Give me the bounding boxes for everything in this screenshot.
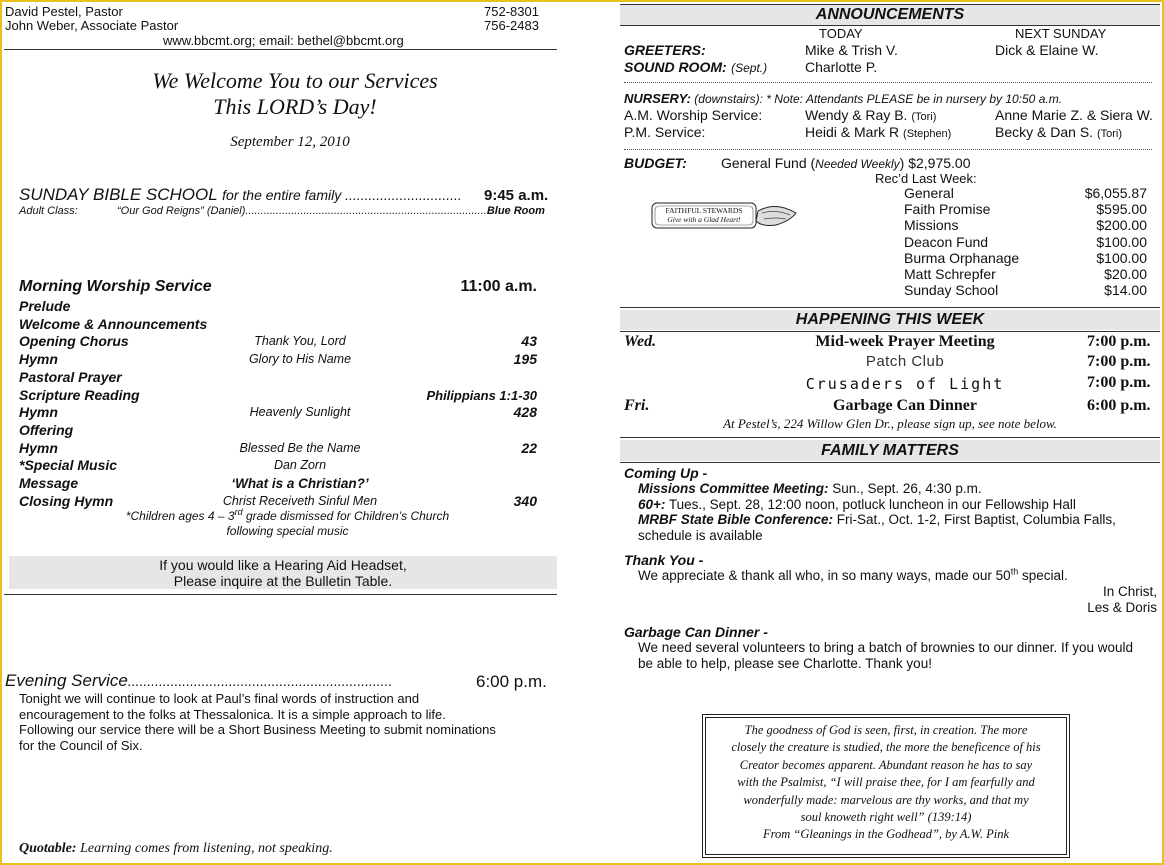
budget-item-name: Missions bbox=[904, 217, 959, 234]
event-name: Crusaders of Light bbox=[805, 375, 1005, 393]
service-item-name: Message bbox=[19, 475, 79, 491]
budget-item-name: General bbox=[904, 185, 954, 201]
service-item-detail: Thank You, Lord bbox=[254, 334, 346, 349]
day-wed: Wed. bbox=[624, 333, 657, 350]
sunday-school-title: SUNDAY BIBLE SCHOOL bbox=[19, 185, 218, 204]
family-header-rule bbox=[620, 462, 1160, 463]
event-time: 6:00 p.m. bbox=[1087, 397, 1151, 414]
quote-line: closely the creature is studied, the more the beneficence of his bbox=[731, 740, 1041, 755]
mrbf-line-2: schedule is available bbox=[638, 528, 763, 543]
adult-class-title: “Our God Reigns” (Daniel) bbox=[117, 205, 246, 217]
service-item bbox=[0, 440, 560, 458]
service-item-name: Hymn bbox=[19, 439, 58, 456]
pm-service-today bbox=[805, 124, 951, 140]
service-item bbox=[0, 298, 560, 316]
thank-you-label: Thank You - bbox=[624, 552, 704, 568]
adult-class-room: Blue Room bbox=[486, 205, 545, 217]
service-item bbox=[0, 387, 560, 405]
service-item-number: 43 bbox=[521, 333, 537, 350]
garbage-dinner-note: At Pestel’s, 224 Willow Glen Dr., please sign up, see note below. bbox=[723, 416, 1057, 431]
service-item bbox=[0, 369, 560, 387]
adult-class-dots: ............................................................................... bbox=[245, 205, 487, 217]
children-note-line-2: following special music bbox=[226, 524, 349, 538]
service-item-detail: ‘What is a Christian?’ bbox=[231, 476, 369, 491]
quotable-text: Learning comes from listening, not speaking. bbox=[76, 841, 333, 856]
am-worship-today-names: Wendy & Ray B. bbox=[805, 107, 908, 123]
missions-meeting bbox=[638, 481, 982, 496]
evening-line: Following our service there will be a Short Business Meeting to submit nominations bbox=[19, 722, 496, 737]
service-item bbox=[0, 333, 560, 351]
budget-item-amount: $100.00 bbox=[1096, 249, 1147, 266]
sunday-school-subtitle: for the entire family .............................. bbox=[222, 187, 462, 203]
budget-item-name: Deacon Fund bbox=[904, 233, 989, 250]
service-item-number: 195 bbox=[513, 351, 537, 368]
children-note bbox=[100, 509, 475, 539]
family-top-rule bbox=[620, 437, 1160, 438]
website-email[interactable]: www.bbcmt.org; email: bethel@bbcmt.org bbox=[163, 33, 404, 48]
general-fund bbox=[721, 155, 971, 171]
sixty-text: Tues., Sept. 28, 12:00 noon, potluck luncheon in our Fellowship Hall bbox=[665, 497, 1076, 512]
associate-name: John Weber, Associate Pastor bbox=[5, 18, 179, 33]
evening-dots: .................................................................... bbox=[127, 673, 393, 689]
logo-line-2: Give with a Glad Heart! bbox=[667, 215, 741, 224]
event-time: 7:00 p.m. bbox=[1087, 333, 1151, 350]
associate-phone: 756-2483 bbox=[484, 18, 539, 33]
service-date: September 12, 2010 bbox=[230, 134, 350, 150]
welcome-line-2: This LORD’s Day! bbox=[213, 94, 377, 119]
sound-room-label bbox=[624, 59, 767, 77]
day-fri: Fri. bbox=[624, 397, 650, 414]
missions-label: Missions Committee Meeting: bbox=[638, 481, 829, 496]
quote-source: From “Gleanings in the Godhead”, by A.W. Pink bbox=[762, 827, 1010, 842]
service-item bbox=[0, 422, 560, 440]
greeters-label: GREETERS: bbox=[624, 42, 706, 58]
evening-time: 6:00 p.m. bbox=[476, 672, 547, 691]
welcome-line-1: We Welcome You to our Services bbox=[152, 68, 438, 93]
service-item-name: Closing Hymn bbox=[19, 492, 114, 509]
service-item-number: 340 bbox=[513, 492, 537, 509]
event-name: Patch Club bbox=[865, 353, 945, 370]
service-item-name: Scripture Reading bbox=[19, 386, 140, 403]
budget-label: BUDGET: bbox=[624, 155, 687, 171]
pastor-name: David Pestel, Pastor bbox=[5, 4, 123, 19]
budget-item-amount: $14.00 bbox=[1104, 282, 1147, 299]
service-item bbox=[0, 351, 560, 369]
budget-item-name: Faith Promise bbox=[904, 201, 991, 218]
service-item-detail: Glory to His Name bbox=[248, 352, 352, 367]
evening-heading bbox=[5, 671, 392, 691]
budget-item-amount: $6,055.87 bbox=[1084, 185, 1147, 201]
event-name: Garbage Can Dinner bbox=[833, 397, 977, 414]
am-worship-today bbox=[805, 107, 936, 123]
hearing-aid-notice bbox=[9, 557, 557, 589]
hearing-aid-line-2: Please inquire at the Bulletin Table. bbox=[173, 573, 393, 589]
general-fund-needed: Needed Weekly bbox=[815, 157, 900, 171]
service-item-detail: Blessed Be the Name bbox=[239, 440, 361, 455]
sound-room-title: SOUND ROOM: bbox=[624, 59, 727, 75]
dotted-divider bbox=[624, 82, 1152, 83]
service-item-detail: Christ Receiveth Sinful Men bbox=[222, 493, 378, 508]
general-fund-amount: ) $2,975.00 bbox=[899, 155, 971, 171]
greeters-next: Dick & Elaine W. bbox=[995, 42, 1099, 58]
family-header: FAMILY MATTERS bbox=[821, 442, 959, 459]
evening-line: for the Council of Six. bbox=[19, 737, 143, 753]
service-item bbox=[0, 316, 560, 334]
worship-time: 11:00 a.m. bbox=[460, 278, 537, 295]
col-next-sunday: NEXT SUNDAY bbox=[1015, 26, 1107, 41]
event-time: 7:00 p.m. bbox=[1087, 353, 1151, 370]
service-item-detail: Heavenly Sunlight bbox=[249, 405, 351, 420]
logo-line-1: FAITHFUL STEWARDS bbox=[665, 206, 743, 215]
event-time: 7:00 p.m. bbox=[1087, 374, 1151, 391]
mrbf-text: Fri-Sat., Oct. 1-2, First Baptist, Columbia Falls, bbox=[833, 512, 1116, 527]
quote-line: Creator becomes apparent. Abundant reason he has to say bbox=[739, 757, 1033, 772]
budget-item-amount: $595.00 bbox=[1096, 201, 1147, 218]
budget-item-amount: $20.00 bbox=[1104, 266, 1147, 282]
thanks-text-b: special. bbox=[1018, 568, 1068, 583]
sunday-school-time: 9:45 a.m. bbox=[484, 187, 549, 204]
received-last-week: Rec’d Last Week: bbox=[875, 171, 977, 186]
quote-line: with the Psalmist, “I will praise thee, for I am fearfully and bbox=[737, 775, 1035, 790]
quotable-label: Quotable: bbox=[19, 841, 77, 856]
garbage-dinner-line-1: We need several volunteers to bring a batch of brownies to our dinner. If you would bbox=[638, 640, 1134, 655]
children-note-sup: rd bbox=[234, 507, 243, 517]
sunday-school-heading bbox=[19, 185, 462, 205]
pastor-phone: 752-8301 bbox=[484, 4, 539, 19]
announcements-header: ANNOUNCEMENTS bbox=[815, 6, 965, 23]
evening-description bbox=[19, 691, 496, 753]
budget-item-name: Burma Orphanage bbox=[904, 249, 1020, 266]
happening-top-rule bbox=[620, 307, 1160, 308]
sound-room-month: (Sept.) bbox=[731, 61, 768, 75]
dotted-divider bbox=[624, 149, 1152, 150]
budget-item-name: Sunday School bbox=[904, 282, 999, 299]
service-item-number: Philippians 1:1-30 bbox=[426, 387, 537, 403]
hearing-divider bbox=[4, 594, 557, 595]
budget-item-amount: $200.00 bbox=[1096, 217, 1147, 234]
thanks-sup: th bbox=[1010, 566, 1019, 577]
adult-class-topic bbox=[117, 205, 545, 217]
pm-service-next bbox=[995, 124, 1122, 140]
am-worship-today-child: (Tori) bbox=[911, 111, 937, 123]
coming-up-label: Coming Up - bbox=[624, 465, 708, 481]
service-item-name: *Special Music bbox=[19, 457, 118, 474]
col-today: TODAY bbox=[819, 26, 863, 41]
service-item-name: Welcome & Announcements bbox=[19, 315, 208, 332]
quote-line: wonderfully made: marvelous are thy works, and that my bbox=[743, 792, 1029, 807]
nursery-label: NURSERY: bbox=[624, 91, 691, 106]
sixty-plus bbox=[638, 497, 1076, 512]
pm-service-today-names: Heidi & Mark R bbox=[805, 124, 900, 140]
am-worship-next: Anne Marie Z. & Siera W. bbox=[995, 107, 1153, 123]
happening-header-rule bbox=[620, 331, 1160, 332]
service-item bbox=[0, 457, 560, 475]
service-item-number: 428 bbox=[513, 404, 537, 421]
service-item-name: Hymn bbox=[19, 351, 58, 368]
thanks-text bbox=[638, 568, 1068, 583]
quotable bbox=[19, 841, 333, 857]
service-item bbox=[0, 475, 560, 493]
budget-item-name: Matt Schrepfer bbox=[904, 266, 996, 282]
general-fund-label: General Fund ( bbox=[721, 155, 816, 171]
service-item-detail: Dan Zorn bbox=[273, 458, 327, 473]
children-note-text-2: grade dismissed for Children’s Church bbox=[242, 509, 450, 523]
service-item bbox=[0, 404, 560, 422]
adult-class-label: Adult Class: bbox=[19, 205, 78, 217]
am-worship-label: A.M. Worship Service: bbox=[624, 107, 763, 123]
service-item-number: 22 bbox=[521, 439, 537, 456]
budget-item-amount: $100.00 bbox=[1096, 233, 1147, 250]
thanks-text-a: We appreciate & thank all who, in so many ways, made our 50 bbox=[638, 568, 1011, 583]
evening-title: Evening Service bbox=[5, 671, 128, 690]
pm-service-today-child: (Stephen) bbox=[903, 128, 952, 140]
evening-line: encouragement to the folks at Thessalonica. It is a simple approach to life. bbox=[19, 706, 446, 722]
signature-line-1: In Christ, bbox=[1102, 584, 1157, 599]
service-item bbox=[0, 493, 560, 511]
missions-text: Sun., Sept. 26, 4:30 p.m. bbox=[828, 481, 982, 496]
pm-service-next-names: Becky & Dan S. bbox=[995, 124, 1094, 140]
garbage-dinner-label: Garbage Can Dinner - bbox=[624, 624, 768, 640]
quote-text bbox=[705, 722, 1067, 844]
evening-line: Tonight we will continue to look at Paul’s final words of instruction and bbox=[19, 691, 420, 706]
signature-line-2: Les & Doris bbox=[1087, 600, 1157, 615]
mrbf-conference bbox=[638, 512, 1116, 527]
event-name: Mid-week Prayer Meeting bbox=[815, 333, 995, 350]
children-note-text: *Children ages 4 – 3 bbox=[125, 509, 235, 523]
pm-service-label: P.M. Service: bbox=[624, 124, 706, 140]
greeters-today: Mike & Trish V. bbox=[805, 42, 898, 58]
pm-service-next-child: (Tori) bbox=[1096, 128, 1122, 140]
header-divider bbox=[4, 49, 557, 50]
sound-today: Charlotte P. bbox=[805, 59, 878, 75]
garbage-dinner-line-2: be able to help, please see Charlotte. Thank you! bbox=[638, 656, 932, 671]
service-item-name: Opening Chorus bbox=[19, 333, 129, 350]
service-item-name: Hymn bbox=[19, 404, 58, 421]
hearing-aid-line-1: If you would like a Hearing Aid Headset, bbox=[159, 557, 407, 573]
mrbf-label: MRBF State Bible Conference: bbox=[638, 512, 834, 527]
worship-title: Morning Worship Service bbox=[19, 278, 212, 295]
nursery-line bbox=[624, 91, 1062, 106]
service-item-name: Offering bbox=[19, 421, 74, 438]
quote-line: The goodness of God is seen, first, in creation. The more bbox=[744, 723, 1028, 737]
quote-line: soul knoweth right well” (139:14) bbox=[800, 810, 972, 825]
happening-header: HAPPENING THIS WEEK bbox=[795, 311, 985, 328]
service-item-name: Prelude bbox=[19, 298, 71, 314]
faithful-stewards-text bbox=[652, 206, 756, 224]
nursery-note: (downstairs): * Note: Attendants PLEASE be in nursery by 10:50 a.m. bbox=[690, 92, 1063, 106]
sixty-label: 60+: bbox=[638, 497, 666, 512]
service-item-name: Pastoral Prayer bbox=[19, 368, 122, 385]
